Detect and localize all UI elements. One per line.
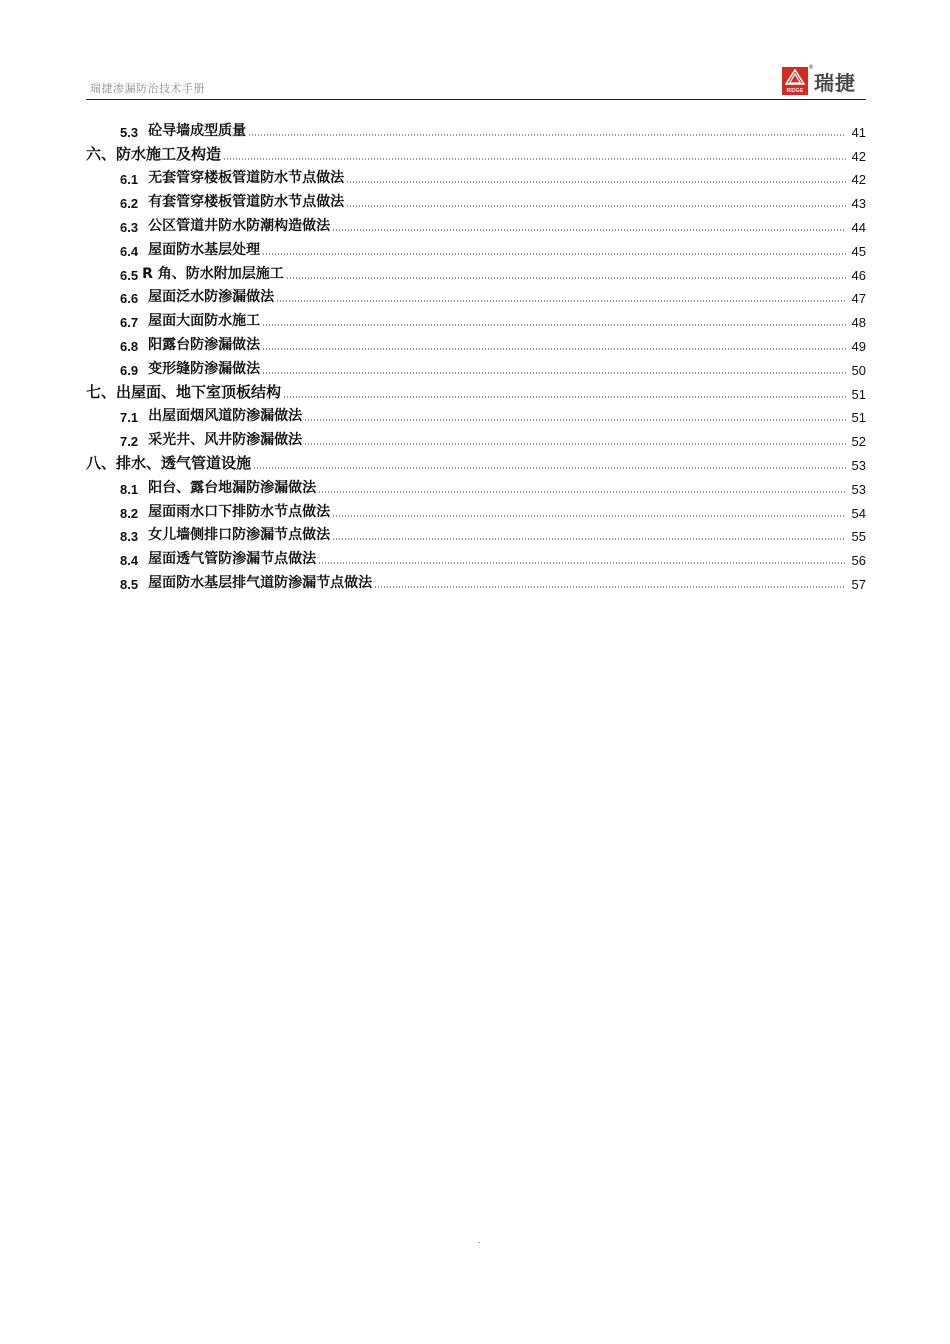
toc-entry[interactable] bbox=[86, 568, 866, 592]
toc-entry-title: 屋面大面防水施工 bbox=[148, 313, 261, 330]
toc-entry[interactable] bbox=[86, 544, 866, 568]
toc-entry-number: 6.1 bbox=[120, 172, 139, 188]
toc-entry-title: 采光井、风井防渗漏做法 bbox=[148, 432, 303, 449]
toc-entry-page: 51 bbox=[851, 410, 866, 426]
toc-entry-number: 8.3 bbox=[120, 529, 139, 545]
logo-brand-en: RIDGE bbox=[786, 88, 804, 94]
toc-entry[interactable] bbox=[86, 283, 866, 307]
toc-entry-title: 防水施工及构造 bbox=[116, 144, 222, 163]
header-divider bbox=[86, 99, 866, 100]
toc-entry[interactable] bbox=[86, 164, 866, 188]
toc-entry-page: 47 bbox=[851, 291, 866, 307]
toc-entry-page: 42 bbox=[851, 148, 866, 164]
toc-dot-leader bbox=[262, 253, 846, 255]
logo-registered-mark: ® bbox=[808, 64, 814, 71]
toc-dot-leader bbox=[332, 515, 846, 517]
toc-entry-page: 53 bbox=[851, 481, 866, 497]
toc-dot-leader bbox=[346, 205, 846, 207]
toc-entry-number: 8.2 bbox=[120, 505, 139, 521]
toc-entry[interactable] bbox=[86, 425, 866, 449]
toc-entry-page: 57 bbox=[851, 576, 866, 592]
toc-dot-leader bbox=[262, 372, 846, 374]
toc-entry-number: 7.1 bbox=[120, 410, 139, 426]
toc-entry[interactable] bbox=[86, 330, 866, 354]
toc-entry[interactable] bbox=[86, 378, 866, 402]
toc-entry-number: 7.2 bbox=[120, 434, 139, 450]
toc-entry-number: 5.3 bbox=[120, 124, 139, 140]
toc-entry-title: 变形缝防渗漏做法 bbox=[148, 360, 261, 377]
toc-entry-page: 53 bbox=[851, 457, 866, 473]
toc-entry[interactable] bbox=[86, 402, 866, 426]
toc-dot-leader bbox=[262, 324, 846, 326]
toc-entry-number: 8.1 bbox=[120, 481, 139, 497]
toc-entry-title: 砼导墙成型质量 bbox=[148, 122, 247, 139]
toc-entry-page: 49 bbox=[851, 338, 866, 354]
toc-entry-number: 6.8 bbox=[120, 338, 139, 354]
toc-dot-leader bbox=[223, 158, 846, 160]
toc-entry-page: 52 bbox=[851, 434, 866, 450]
toc-entry[interactable] bbox=[86, 306, 866, 330]
toc-entry-title: R 角、防水附加层施工 bbox=[142, 265, 284, 282]
toc-dot-leader bbox=[286, 277, 846, 279]
toc-entry-number: 八、 bbox=[86, 453, 117, 472]
toc-entry[interactable] bbox=[86, 235, 866, 259]
toc-entry-number: 8.5 bbox=[120, 576, 139, 592]
toc-dot-leader bbox=[318, 491, 846, 493]
toc-entry[interactable] bbox=[86, 473, 866, 497]
toc-dot-leader bbox=[332, 229, 846, 231]
toc-entry-title: 无套管穿楼板管道防水节点做法 bbox=[148, 170, 345, 187]
toc-entry-title: 公区管道井防水防潮构造做法 bbox=[148, 217, 331, 234]
toc-entry-page: 42 bbox=[851, 172, 866, 188]
toc-entry-page: 43 bbox=[851, 196, 866, 212]
ridge-logo-icon bbox=[782, 64, 814, 95]
toc-dot-leader bbox=[346, 181, 846, 183]
triangle-mark-icon bbox=[785, 69, 805, 85]
toc-dot-leader bbox=[304, 443, 846, 445]
ridge-logo bbox=[782, 64, 856, 95]
toc-entry-page: 41 bbox=[851, 124, 866, 140]
toc-entry-title: 排水、透气管道设施 bbox=[116, 453, 252, 472]
toc-entry-number: 6.5 bbox=[120, 267, 139, 283]
toc-dot-leader bbox=[253, 467, 846, 469]
toc-entry-number: 6.7 bbox=[120, 315, 139, 331]
toc-entry-title: 阳台、露台地漏防渗漏做法 bbox=[148, 479, 317, 496]
toc-entry-title: 阳露台防渗漏做法 bbox=[148, 336, 261, 353]
toc-entry-title: 有套管穿楼板管道防水节点做法 bbox=[148, 194, 345, 211]
toc-entry-number: 8.4 bbox=[120, 553, 139, 569]
toc-entry-number: 6.2 bbox=[120, 196, 139, 212]
toc-entry-page: 55 bbox=[851, 529, 866, 545]
toc-entry-page: 46 bbox=[851, 267, 866, 283]
toc-entry-title: 出屋面、地下室顶板结构 bbox=[116, 382, 282, 401]
toc-entry[interactable] bbox=[86, 187, 866, 211]
toc-dot-leader bbox=[374, 586, 846, 588]
toc-entry-title: 屋面透气管防渗漏节点做法 bbox=[148, 551, 317, 568]
table-of-contents bbox=[86, 116, 866, 592]
toc-entry-number: 六、 bbox=[86, 144, 117, 163]
toc-entry[interactable] bbox=[86, 116, 866, 140]
toc-entry-page: 50 bbox=[851, 362, 866, 378]
toc-dot-leader bbox=[332, 538, 846, 540]
toc-entry[interactable] bbox=[86, 140, 866, 164]
toc-entry-number: 6.4 bbox=[120, 243, 139, 259]
toc-entry-page: 45 bbox=[851, 243, 866, 259]
toc-entry-title: 屋面雨水口下排防水节点做法 bbox=[148, 503, 331, 520]
logo-brand-cn: 瑞捷 bbox=[814, 70, 856, 95]
toc-entry-page: 44 bbox=[851, 219, 866, 235]
toc-entry[interactable] bbox=[86, 259, 866, 283]
toc-entry[interactable] bbox=[86, 449, 866, 473]
toc-dot-leader bbox=[304, 419, 846, 421]
toc-entry-title: 屋面防水基层排气道防渗漏节点做法 bbox=[148, 574, 373, 591]
toc-entry-number: 七、 bbox=[86, 382, 117, 401]
toc-entry-title: 屋面泛水防渗漏做法 bbox=[148, 289, 275, 306]
toc-dot-leader bbox=[283, 396, 846, 398]
toc-dot-leader bbox=[248, 134, 846, 136]
toc-entry-page: 51 bbox=[851, 386, 866, 402]
toc-entry[interactable] bbox=[86, 211, 866, 235]
toc-entry-number: 6.6 bbox=[120, 291, 139, 307]
toc-dot-leader bbox=[276, 300, 846, 302]
toc-entry-title: 女儿墙侧排口防渗漏节点做法 bbox=[148, 527, 331, 544]
toc-entry-number: 6.9 bbox=[120, 362, 139, 378]
toc-entry-number: 6.3 bbox=[120, 219, 139, 235]
toc-entry-page: 48 bbox=[851, 315, 866, 331]
toc-entry-title: 屋面防水基层处理 bbox=[148, 241, 261, 258]
toc-entry[interactable] bbox=[86, 497, 866, 521]
toc-entry-page: 54 bbox=[851, 505, 866, 521]
toc-entry[interactable] bbox=[86, 521, 866, 545]
toc-dot-leader bbox=[262, 348, 846, 350]
toc-entry-title: 出屋面烟风道防渗漏做法 bbox=[148, 408, 303, 425]
footer-mark: . bbox=[478, 1236, 481, 1245]
toc-entry-page: 56 bbox=[851, 553, 866, 569]
header-title: 瑞捷渗漏防治技术手册 bbox=[90, 82, 205, 95]
toc-entry[interactable] bbox=[86, 354, 866, 378]
toc-dot-leader bbox=[318, 562, 846, 564]
